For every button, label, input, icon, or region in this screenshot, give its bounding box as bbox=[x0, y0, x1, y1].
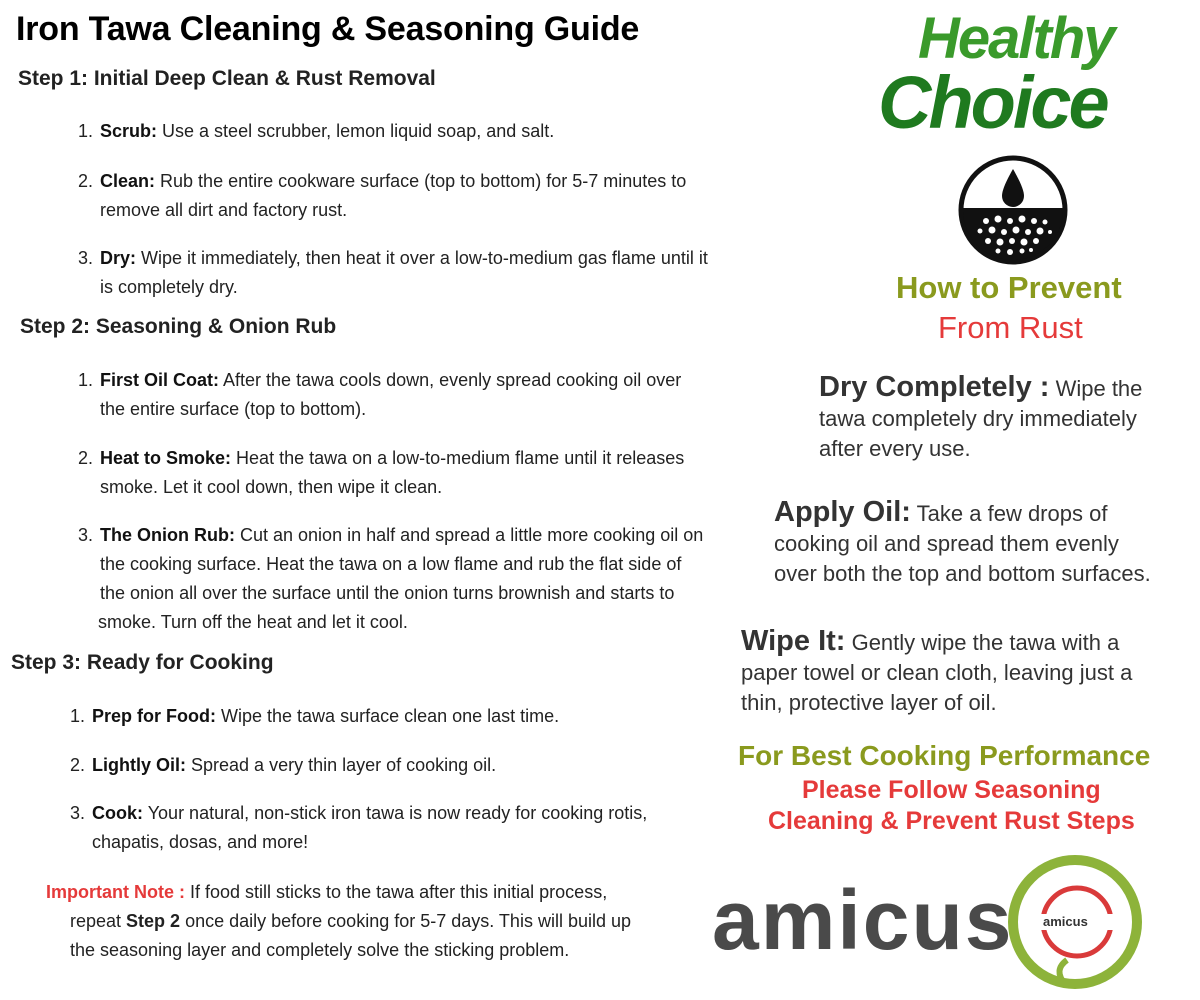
tip-apply-oil: Apply Oil: Take a few drops of cooking oil and spread them evenly over both the top and bottom surfaces. bbox=[774, 496, 1151, 586]
best-performance-heading: For Best Cooking Performance bbox=[738, 740, 1151, 771]
amicus-wordmark: amicus bbox=[712, 873, 1014, 967]
tip-dry-completely: Dry Completely : Wipe the tawa completely dry immediately after every use. bbox=[819, 371, 1143, 461]
follow-steps-line-2: Cleaning & Prevent Rust Steps bbox=[768, 807, 1135, 835]
step-1-item-3: 3. Dry: Wipe it immediately, then heat it over a low-to-medium gas flame until it is completely dry. bbox=[78, 248, 708, 297]
amicus-logo-text: amicus bbox=[1043, 914, 1088, 929]
tip-wipe-it: Wipe It: Gently wipe the tawa with a paper towel or clean cloth, leaving just a thin, protective layer of oil. bbox=[741, 625, 1133, 715]
step-2-heading: Step 2: Seasoning & Onion Rub bbox=[20, 315, 337, 338]
step-1-heading: Step 1: Initial Deep Clean & Rust Removal bbox=[18, 67, 436, 90]
step-2-item-2: 2. Heat to Smoke: Heat the tawa on a low-to-medium flame until it releases smoke. Let it cool down, then wipe it clean. bbox=[78, 448, 685, 497]
oil-drop-icon bbox=[958, 155, 1068, 265]
important-note-label: Important Note : bbox=[46, 882, 185, 902]
step-2-item-3: 3. The Onion Rub: Cut an onion in half and spread a little more cooking oil on the cooking surface. Heat the tawa on a low flame and rub the flat side of the onion all over the surface until the onion turns brownish and starts to smoke. Turn off the heat and let it cool. bbox=[78, 525, 704, 632]
step-3-item-2: 2. Lightly Oil: Spread a very thin layer of cooking oil. bbox=[70, 755, 497, 775]
prevent-subheading: From Rust bbox=[938, 310, 1083, 345]
step-2-item-1: 1. First Oil Coat: After the tawa cools down, evenly spread cooking oil over the entire surface (top to bottom). bbox=[78, 370, 682, 419]
step-1-item-1: 1. Scrub: Use a steel scrubber, lemon liquid soap, and salt. bbox=[78, 121, 555, 141]
step-3-item-1: 1. Prep for Food: Wipe the tawa surface clean one last time. bbox=[70, 706, 560, 726]
prevent-heading: How to Prevent bbox=[896, 270, 1122, 305]
amicus-logo bbox=[1005, 852, 1145, 992]
step-1-item-2: 2. Clean: Rub the entire cookware surface (top to bottom) for 5-7 minutes to remove all dirt and factory rust. bbox=[78, 171, 687, 220]
important-note: Important Note : If food still sticks to the tawa after this initial process, repeat Step 2 once daily before cooking for 5-7 days. This will build up the seasoning layer and completely solve the sticking problem. bbox=[46, 882, 631, 960]
brand-logo-choice: Choice bbox=[878, 61, 1107, 144]
follow-steps-line-1: Please Follow Seasoning bbox=[802, 776, 1101, 804]
brand-logo-healthy: Healthy bbox=[918, 6, 1114, 71]
step-3-item-3: 3. Cook: Your natural, non-stick iron tawa is now ready for cooking rotis, chapatis, dosas, and more! bbox=[70, 803, 648, 852]
page-title: Iron Tawa Cleaning & Seasoning Guide bbox=[16, 10, 640, 48]
step-3-heading: Step 3: Ready for Cooking bbox=[11, 651, 274, 674]
